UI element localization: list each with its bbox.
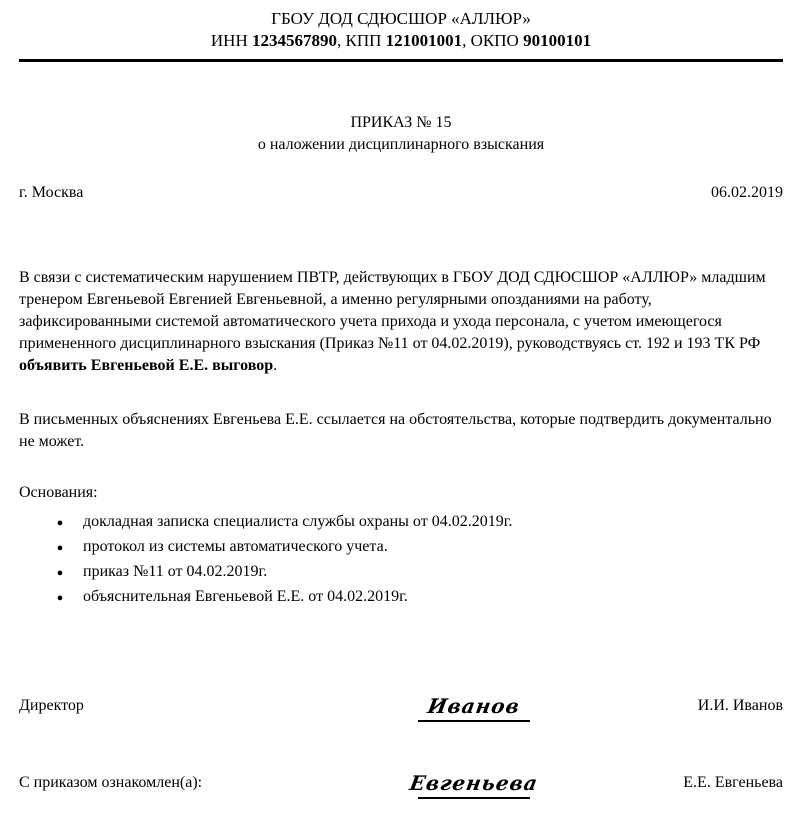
letterhead xyxy=(19,8,783,52)
employee-signature-block xyxy=(399,772,549,799)
list-item xyxy=(51,585,783,610)
list-item xyxy=(51,510,783,535)
list-item xyxy=(51,535,783,560)
place-label: г. Москва xyxy=(19,184,84,201)
order-text: В связи с систематическим нарушением ПВТР, действующих в ГБОУ ДОД СДЮСШОР «АЛЛЮР» младшим тренером Евгеньевой Евгенией Евгеньевной, а именно регулярными опозданиями на работу, зафиксированными системой автоматического учета прихода и ухода персонала, с учетом имеющегося примененного дисциплинарного взыскания (Приказ №11 от 04.02.2019), руководствуясь ст. 192 и 193 ТК РФ xyxy=(19,269,766,352)
okpo-label: , ОКПО xyxy=(462,31,524,50)
place-date-row xyxy=(19,182,783,204)
director-signature: Иванов xyxy=(425,694,523,718)
list-item-text: приказ №11 от 04.02.2019г. xyxy=(83,563,268,580)
bullet-icon: ● xyxy=(56,567,64,579)
kpp-value: 121001001 xyxy=(385,31,463,50)
title-block xyxy=(19,112,783,156)
order-resolution: объявить Евгеньевой Е.Е. выговор xyxy=(19,357,274,374)
letterhead-divider xyxy=(19,59,783,62)
org-name: ГБОУ ДОД СДЮСШОР «АЛЛЮР» xyxy=(271,9,531,28)
explanation-paragraph: В письменных объяснениях Евгеньева Е.Е. ссылается на обстоятельства, которые подтвердить документально не может. xyxy=(19,411,772,450)
acknowledgement-label: С приказом ознакомлен(а): xyxy=(19,774,203,791)
order-text-end: . xyxy=(273,357,278,374)
signature-line xyxy=(418,797,530,799)
bullet-icon: ● xyxy=(56,542,64,554)
inn-value: 1234567890 xyxy=(252,31,337,50)
okpo-value: 90100101 xyxy=(523,31,592,50)
director-signature-row xyxy=(19,695,783,722)
list-item-text: докладная записка специалиста службы охраны от 04.02.2019г. xyxy=(83,513,513,530)
list-item-text: протокол из системы автоматического учета. xyxy=(83,538,388,555)
kpp-label: , КПП xyxy=(337,31,386,50)
director-signature-block xyxy=(399,695,549,722)
bullet-icon: ● xyxy=(56,592,64,604)
bullet-icon: ● xyxy=(56,517,64,529)
date-label: 06.02.2019 xyxy=(711,184,783,201)
employee-name: Е.Е. Евгеньева xyxy=(683,774,783,791)
employee-signature-row xyxy=(19,772,783,799)
document-title: ПРИКАЗ № 15 xyxy=(350,114,452,131)
director-label: Директор xyxy=(19,697,84,714)
employee-signature: Евгеньева xyxy=(407,771,541,795)
list-item-text: объяснительная Евгеньевой Е.Е. от 04.02.2019г. xyxy=(83,588,408,605)
order-paragraph xyxy=(19,267,783,377)
list-item xyxy=(51,560,783,585)
inn-label: ИНН xyxy=(210,31,252,50)
signature-line xyxy=(418,720,530,722)
basis-list xyxy=(19,510,783,610)
document-subtitle: о наложении дисциплинарного взыскания xyxy=(257,136,545,153)
org-requisites xyxy=(19,30,783,52)
director-name: И.И. Иванов xyxy=(697,697,783,714)
basis-heading: Основания: xyxy=(19,484,98,501)
